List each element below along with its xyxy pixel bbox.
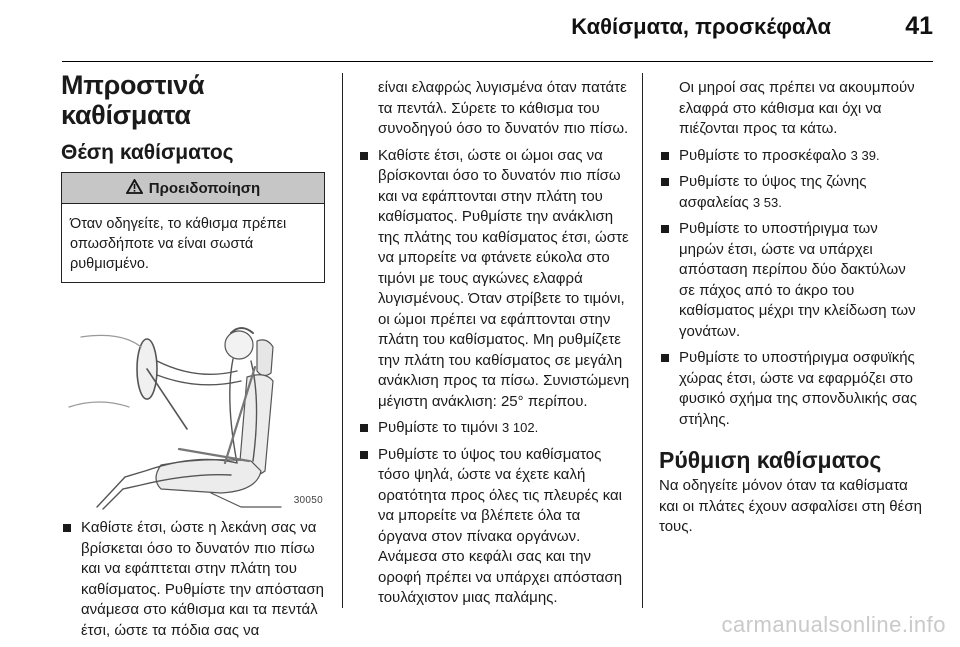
watermark: carmanualsonline.info <box>721 612 946 637</box>
list-item: Ρυθμίστε το υποστήριγμα οσφυϊκής χώρας έτσι, ώστε να εφαρμόζει στο φυσικό σχήμα της σπονδυλικής σας στήλης. <box>659 348 924 430</box>
column-divider <box>642 73 643 608</box>
driver-seat-illustration <box>61 297 325 512</box>
list-item: Ρυθμίστε το ύψος του καθίσματος τόσο ψηλά, ώστε να έχετε καλή ορατότητα προς όλες τις πλευρές και να μπορείτε να βλέπετε όλα τα όργανα στον πίνακα οργάνων. Ανάμεσα στο κεφάλι σας και την οροφή πρέπει να υπάρχει απόσταση τουλάχιστον μιας παλάμης. <box>358 445 631 609</box>
column-2 <box>358 78 631 615</box>
seat-position-list-2 <box>358 146 631 609</box>
running-title: Καθίσματα, προσκέφαλα <box>571 14 831 39</box>
seat-position-list-3 <box>659 146 924 431</box>
page-number: 41 <box>905 12 933 40</box>
continuation-text: Οι μηροί σας πρέπει να ακουμπούν ελαφρά στο κάθισμα και όχι να πιέζονται προς τα κάτω. <box>679 79 915 137</box>
warning-header <box>62 173 324 204</box>
list-item: Ρυθμίστε το υποστήριγμα των μηρών έτσι, ώστε να υπάρχει απόσταση περίπου δύο δακτύλων σε πάχος από το άκρο του καθίσματος μέχρι την κλείδωση των γονάτων. <box>659 219 924 342</box>
seat-adjustment-title: Ρύθμιση καθίσματος <box>659 447 882 473</box>
section-title: Μπροστινά καθίσματα <box>61 70 205 130</box>
continuation-text: είναι ελαφρώς λυγισμένα όταν πατάτε τα πεντάλ. Σύρετε το κάθισμα του συνοδηγού όσο το δυνατόν πιο πίσω. <box>378 79 629 137</box>
list-item: Καθίστε έτσι, ώστε οι ώμοι σας να βρίσκονται όσο το δυνατόν πιο πίσω και να εφάπτονται στην πλάτη του καθίσματος. Ρυθμίστε την ανάκλιση της πλάτης του καθίσματος έτσι, ώστε να μπορείτε να φτάνετε εύκολα στο τιμόνι με τους αγκώνες ελαφρά λυγισμένους. Όταν στρίβετε το τιμόνι, οι ώμοι πρέπει να εφάπτονται στην πλάτη του καθίσματος. Μη ρυθμίζετε την πλάτη του καθίσματος σε μεγάλη ανάκλιση προς τα πίσω. Συνιστώμενη μέγιστη ανάκλιση: 25° περίπου. <box>358 146 631 413</box>
column-1 <box>61 70 325 647</box>
warning-triangle-icon <box>126 179 143 198</box>
list-item <box>358 418 631 439</box>
warning-heading: Προειδοποίηση <box>148 179 261 197</box>
seat-position-list-1 <box>61 518 325 641</box>
list-item: Καθίστε έτσι, ώστε η λεκάνη σας να βρίσκεται όσο το δυνατόν πιο πίσω και να εφάπτεται στην πλάτη του καθίσματος. Ρυθμίστε την απόσταση ανάμεσα στο κάθισμα και τα πεντάλ έτσι, ώστε τα πόδια σας να <box>61 518 325 641</box>
column-3 <box>659 78 924 538</box>
list-item-text: Ρυθμίστε το ύψος της ζώνης ασφαλείας <box>679 173 867 211</box>
page-reference: 3 102. <box>502 420 539 435</box>
page-reference: 3 39. <box>850 147 880 163</box>
warning-text: Όταν οδηγείτε, το κάθισμα πρέπει οπωσδήποτε να είναι σωστά ρυθμισμένο. <box>70 216 287 272</box>
warning-box <box>61 172 325 283</box>
list-item-text: Ρυθμίστε το προσκέφαλο <box>679 146 847 164</box>
list-item <box>659 172 924 213</box>
seat-adjustment-text: Να οδηγείτε μόνον όταν τα καθίσματα και οι πλάτες έχουν ασφαλίσει στη θέση τους. <box>659 477 922 535</box>
list-item-text: Ρυθμίστε το τιμόνι <box>378 419 498 436</box>
list-item <box>659 146 924 167</box>
column-divider <box>342 73 343 608</box>
subsection-title: Θέση καθίσματος <box>61 141 234 164</box>
page-header <box>62 0 933 62</box>
page-reference: 3 53. <box>752 194 782 210</box>
figure-number: 30050 <box>293 495 323 506</box>
